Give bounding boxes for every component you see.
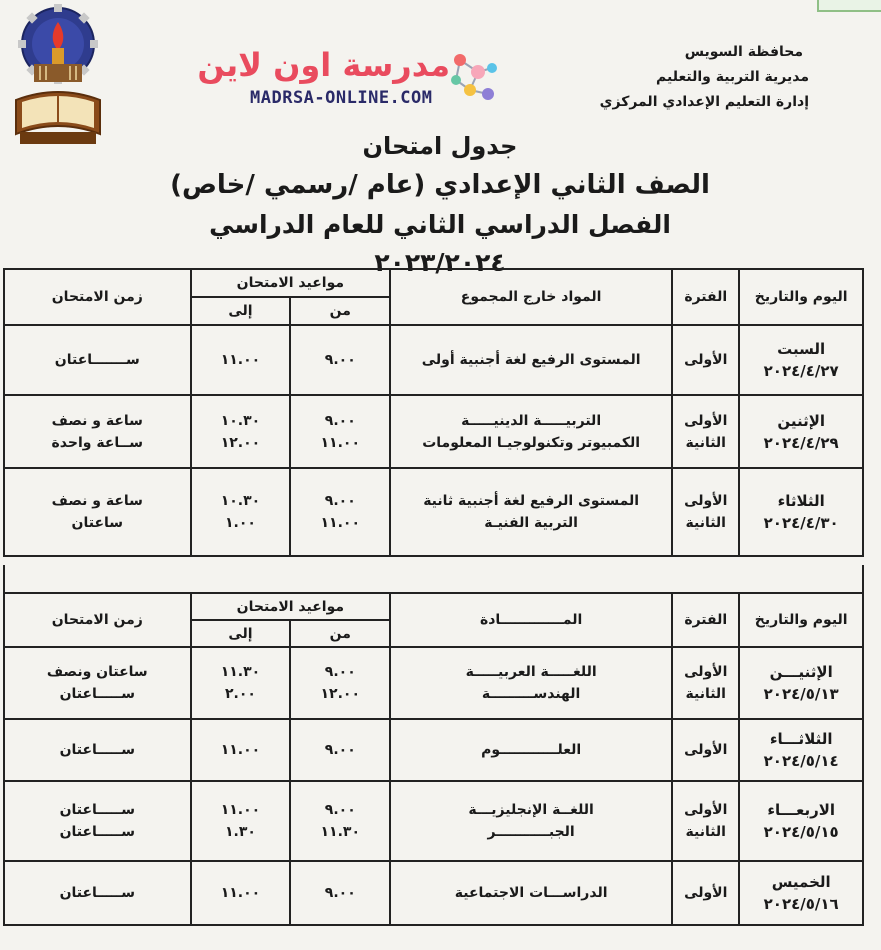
duration-cell: ســـــــاعتان bbox=[4, 325, 191, 395]
duration-value: ســـــاعتان bbox=[59, 824, 135, 840]
to-cell: ١١.٠٠ bbox=[191, 325, 291, 395]
brand-domain: MADRSA-ONLINE.COM bbox=[250, 88, 433, 108]
day-cell bbox=[739, 719, 863, 781]
period-value: الثانية bbox=[685, 515, 726, 531]
duration-cell bbox=[4, 395, 191, 468]
title-term: الفصل الدراسي الثاني للعام الدراسي ٢٠٢٣/٢٠٢٤ bbox=[209, 210, 671, 277]
table-row bbox=[4, 647, 863, 719]
to-value: ١.٣٠ bbox=[225, 824, 256, 840]
duration-cell bbox=[4, 781, 191, 861]
from-cell bbox=[290, 468, 390, 556]
header-exam-times: مواعيد الامتحان bbox=[191, 269, 391, 297]
period-value: الثانية bbox=[685, 686, 726, 702]
table-row bbox=[4, 781, 863, 861]
period-cell bbox=[672, 395, 739, 468]
to-cell bbox=[191, 468, 291, 556]
header-exam-times: مواعيد الامتحان bbox=[191, 593, 391, 620]
day-date: ٢٠٢٤/٥/١٦ bbox=[763, 895, 839, 913]
to-value: ١٠.٣٠ bbox=[220, 412, 261, 429]
period-value: الثانية bbox=[685, 434, 726, 451]
from-cell bbox=[290, 395, 390, 468]
period-cell bbox=[672, 781, 739, 861]
issuing-authority bbox=[600, 40, 809, 115]
header-period: الفترة bbox=[672, 269, 739, 325]
header-from: من bbox=[290, 297, 390, 325]
document-titles bbox=[140, 128, 740, 282]
duration-value: ساعة و نصف bbox=[51, 493, 143, 509]
period-value: الأولى bbox=[684, 664, 728, 680]
day-cell bbox=[739, 325, 863, 395]
day-name: الثلاثاء bbox=[777, 492, 825, 510]
day-name: الثلاثـــاء bbox=[769, 730, 833, 748]
brand-name-arabic: مدرسة اون لاين bbox=[197, 46, 450, 84]
day-cell bbox=[739, 468, 863, 556]
duration-cell bbox=[4, 647, 191, 719]
subject-value: الهندســـــــــة bbox=[481, 686, 581, 702]
period-cell: الأولى bbox=[672, 719, 739, 781]
period-cell: الأولى bbox=[672, 325, 739, 395]
day-name: الإثنيـــن bbox=[769, 663, 833, 681]
to-cell bbox=[191, 395, 291, 468]
period-cell bbox=[672, 647, 739, 719]
period-cell bbox=[672, 468, 739, 556]
header-subject: المـــــــــــــادة bbox=[390, 593, 672, 647]
subject-value: اللغــة الإنجليزيـــة bbox=[468, 802, 594, 818]
duration-cell: ســـــاعتان bbox=[4, 861, 191, 925]
subject-value: الكمبيوتر وتكنولوجيـا المعلومات bbox=[422, 434, 641, 451]
subject-cell bbox=[390, 468, 672, 556]
from-value: ١١.٠٠ bbox=[320, 434, 360, 451]
day-name: الخميس bbox=[771, 873, 831, 891]
day-date: ٢٠٢٤/٥/١٥ bbox=[763, 823, 839, 841]
header-day-date: اليوم والتاريخ bbox=[739, 593, 863, 647]
network-nodes-icon bbox=[448, 50, 498, 108]
to-cell: ١١.٠٠ bbox=[191, 719, 291, 781]
header-subject: المواد خارج المجموع bbox=[390, 269, 672, 325]
exam-table-main-subjects bbox=[3, 592, 864, 926]
table-row bbox=[4, 325, 863, 395]
header-period: الفترة bbox=[672, 593, 739, 647]
to-value: ٢.٠٠ bbox=[225, 686, 256, 702]
subject-value: اللغـــــة العربيـــــة bbox=[465, 664, 597, 680]
duration-value: ســاعة واحدة bbox=[51, 434, 144, 451]
day-cell bbox=[739, 647, 863, 719]
from-cell bbox=[290, 647, 390, 719]
subject-value: التربية الفنيـة bbox=[484, 515, 578, 531]
subject-cell: العلــــــــــــوم bbox=[390, 719, 672, 781]
from-value: ٩.٠٠ bbox=[324, 664, 356, 680]
from-value: ١١.٠٠ bbox=[320, 515, 360, 531]
day-name: الإثنين bbox=[777, 411, 826, 430]
title-exam-schedule: جدول امتحان bbox=[362, 132, 518, 160]
day-date: ٢٠٢٤/٤/٣٠ bbox=[763, 514, 839, 532]
duration-value: ساعتان bbox=[71, 515, 124, 531]
directorate-emblem-logo bbox=[12, 4, 104, 146]
table-row bbox=[4, 861, 863, 925]
day-date: ٢٠٢٤/٥/١٤ bbox=[763, 752, 839, 770]
day-date: ٢٠٢٤/٤/٢٩ bbox=[763, 433, 839, 452]
subject-value: التربيـــــة الدينيـــــة bbox=[461, 412, 602, 429]
from-value: ٩.٠٠ bbox=[324, 412, 356, 429]
table-separator bbox=[3, 565, 864, 592]
from-value: ١١.٣٠ bbox=[320, 824, 360, 840]
day-cell bbox=[739, 861, 863, 925]
period-cell: الأولى bbox=[672, 861, 739, 925]
to-value: ١.٠٠ bbox=[225, 515, 256, 531]
table-row bbox=[4, 719, 863, 781]
duration-value: ساعة و نصف bbox=[51, 412, 143, 429]
table-row bbox=[4, 468, 863, 556]
from-value: ٩.٠٠ bbox=[324, 493, 356, 509]
day-date: ٢٠٢٤/٤/٢٧ bbox=[763, 362, 839, 380]
subject-cell bbox=[390, 395, 672, 468]
header-day-date: اليوم والتاريخ bbox=[739, 269, 863, 325]
governorate-line: محافظة السويس bbox=[684, 44, 803, 60]
day-date: ٢٠٢٤/٥/١٣ bbox=[763, 685, 839, 703]
exam-table-non-total-subjects bbox=[3, 268, 864, 557]
to-value: ١١.٣٠ bbox=[220, 664, 261, 680]
period-value: الأولى bbox=[684, 412, 728, 429]
to-value: ١٢.٠٠ bbox=[220, 434, 261, 451]
header-from: من bbox=[290, 620, 390, 647]
from-value: ٩.٠٠ bbox=[324, 802, 356, 818]
to-cell bbox=[191, 647, 291, 719]
day-name: الاربعـــاء bbox=[767, 801, 836, 819]
duration-value: ســـــاعتان bbox=[59, 686, 135, 702]
subject-cell bbox=[390, 647, 672, 719]
duration-cell bbox=[4, 468, 191, 556]
site-brand bbox=[197, 46, 500, 116]
administration-line: إدارة التعليم الإعدادي المركزي bbox=[599, 94, 809, 110]
header-duration: زمن الامتحان bbox=[4, 593, 191, 647]
subject-value: المستوى الرفيع لغة أجنبية ثانية bbox=[423, 493, 640, 509]
duration-value: ساعتان ونصف bbox=[46, 664, 148, 680]
title-grade: الصف الثاني الإعدادي (عام /رسمي /خاص) bbox=[170, 170, 710, 200]
from-cell bbox=[290, 781, 390, 861]
table-row bbox=[4, 395, 863, 468]
subject-cell: المستوى الرفيع لغة أجنبية أولى bbox=[390, 325, 672, 395]
day-cell bbox=[739, 395, 863, 468]
period-value: الثانية bbox=[685, 824, 726, 840]
to-value: ١٠.٣٠ bbox=[220, 493, 261, 509]
header-duration: زمن الامتحان bbox=[4, 269, 191, 325]
corner-tab bbox=[817, 0, 881, 12]
subject-value: الجبـــــــــــر bbox=[487, 824, 575, 840]
period-value: الأولى bbox=[684, 493, 728, 509]
to-value: ١١.٠٠ bbox=[220, 802, 261, 818]
header-to: إلى bbox=[191, 620, 291, 647]
from-value: ١٢.٠٠ bbox=[320, 686, 360, 702]
to-cell: ١١.٠٠ bbox=[191, 861, 291, 925]
to-cell bbox=[191, 781, 291, 861]
from-cell: ٩.٠٠ bbox=[290, 719, 390, 781]
directorate-line: مديرية التربية والتعليم bbox=[656, 69, 809, 85]
period-value: الأولى bbox=[684, 802, 728, 818]
from-cell: ٩.٠٠ bbox=[290, 325, 390, 395]
header-to: إلى bbox=[191, 297, 291, 325]
duration-value: ســـــاعتان bbox=[59, 802, 135, 818]
subject-cell bbox=[390, 781, 672, 861]
duration-cell: ســـــاعتان bbox=[4, 719, 191, 781]
subject-cell: الدراســـات الاجتماعية bbox=[390, 861, 672, 925]
day-cell bbox=[739, 781, 863, 861]
from-cell: ٩.٠٠ bbox=[290, 861, 390, 925]
day-name: السبت bbox=[777, 340, 826, 358]
